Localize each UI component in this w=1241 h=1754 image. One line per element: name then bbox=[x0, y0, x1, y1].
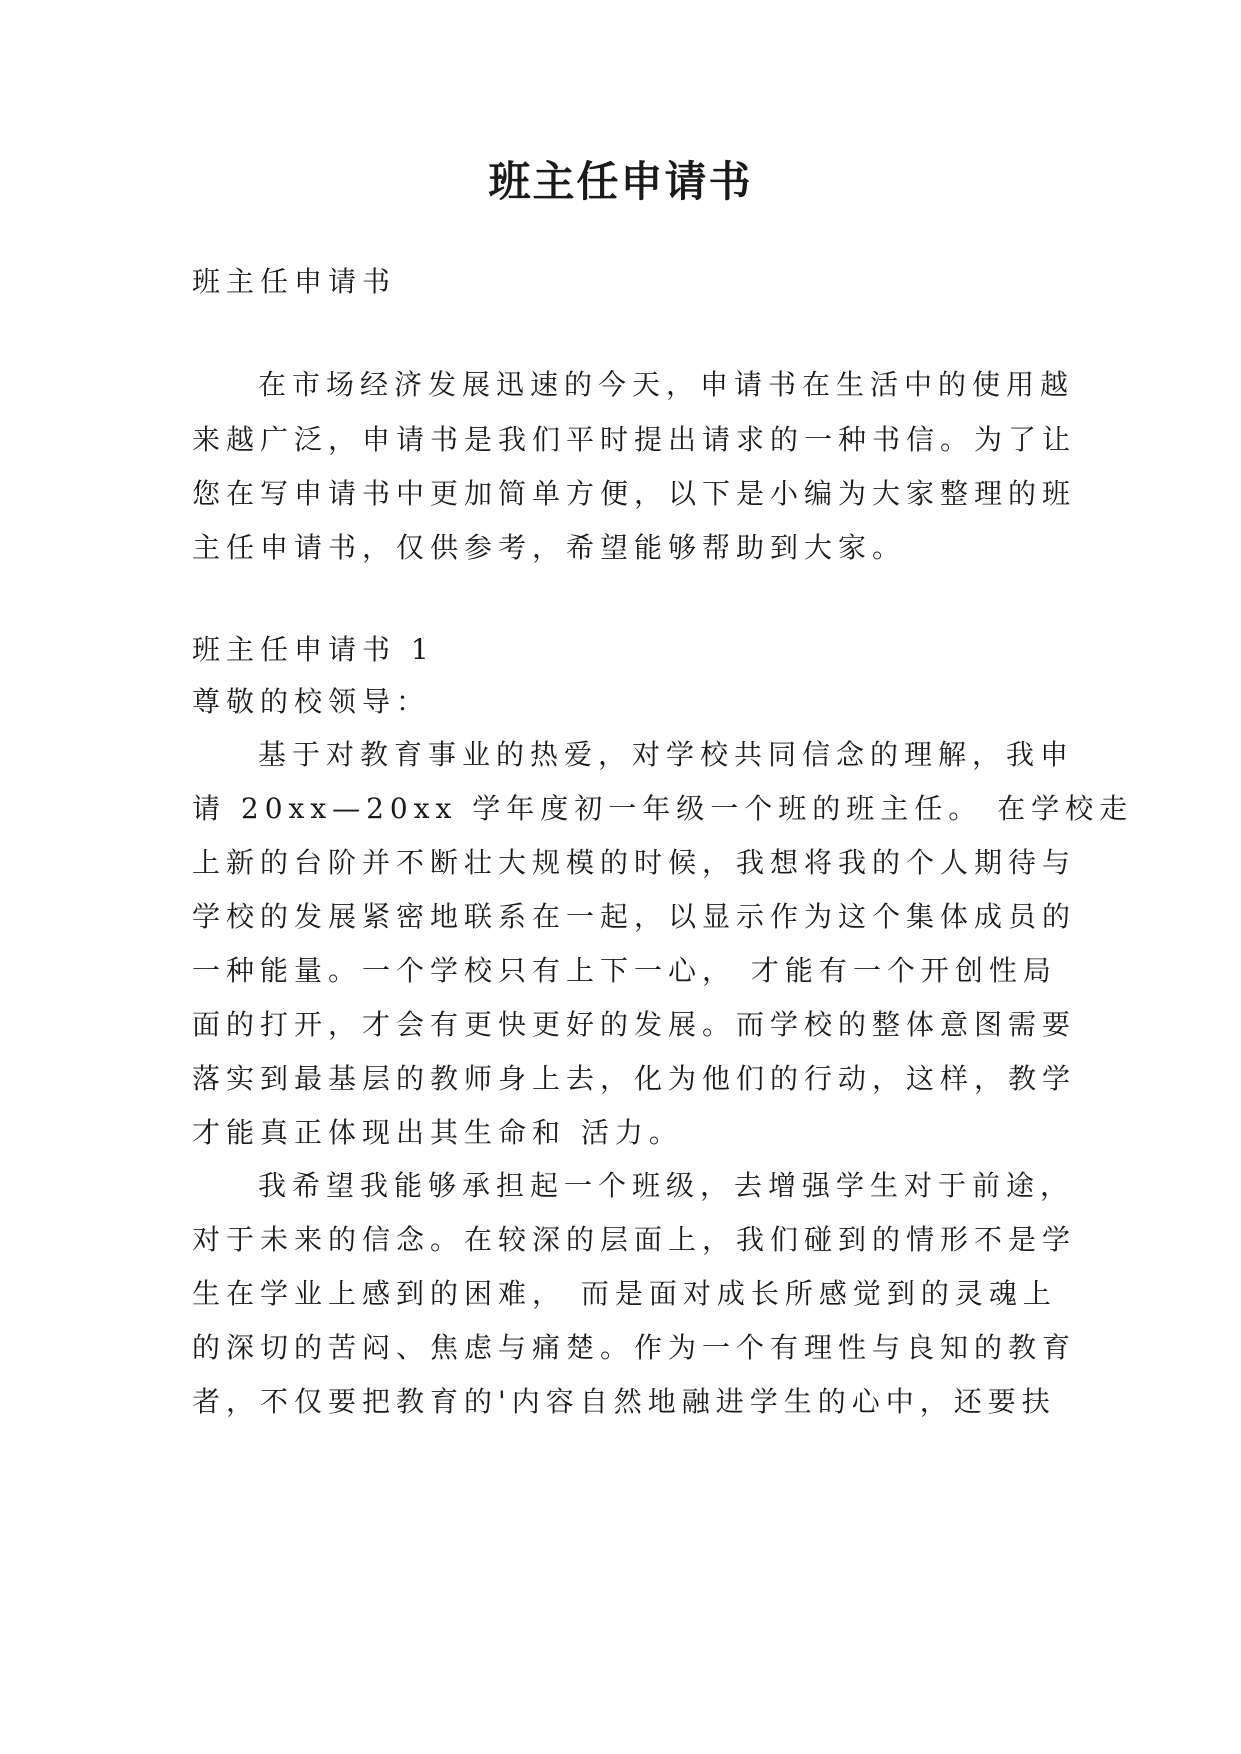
paragraph-line: 生在学业上感到的困难， 而是面对成长所感觉到的灵魂上 bbox=[192, 1277, 1057, 1310]
section-heading: 班主任申请书 1 bbox=[192, 633, 435, 666]
paragraph-line: 基于对教育事业的热爱，对学校共同信念的理解，我申 bbox=[258, 738, 1075, 771]
paragraph-line: 我希望我能够承担起一个班级，去增强学生对于前途， bbox=[258, 1169, 1075, 1202]
paragraph-line: 请 20xx—20xx 学年度初一年级一个班的班主任。 在学校走 bbox=[192, 792, 1134, 825]
paragraph-line: 上新的台阶并不断壮大规模的时候，我想将我的个人期待与 bbox=[192, 846, 1077, 879]
intro-line: 您在写申请书中更加简单方便，以下是小编为大家整理的班 bbox=[192, 477, 1077, 510]
paragraph-line: 面的打开，才会有更快更好的发展。而学校的整体意图需要 bbox=[192, 1008, 1077, 1041]
paragraph-line: 的深切的苦闷、焦虑与痛楚。作为一个有理性与良知的教育 bbox=[192, 1331, 1077, 1364]
paragraph-line: 对于未来的信念。在较深的层面上，我们碰到的情形不是学 bbox=[192, 1223, 1077, 1256]
intro-line: 来越广泛，申请书是我们平时提出请求的一种书信。为了让 bbox=[192, 423, 1077, 456]
intro-line: 主任申请书，仅供参考，希望能够帮助到大家。 bbox=[192, 531, 907, 564]
paragraph-line: 落实到最基层的教师身上去，化为他们的行动，这样，教学 bbox=[192, 1062, 1077, 1095]
paragraph-line: 一种能量。一个学校只有上下一心， 才能有一个开创性局 bbox=[192, 954, 1057, 987]
paragraph-line: 学校的发展紧密地联系在一起，以显示作为这个集体成员的 bbox=[192, 900, 1077, 933]
paragraph-line: 者，不仅要把教育的'内容自然地融进学生的心中，还要扶 bbox=[192, 1385, 1056, 1418]
salutation: 尊敬的校领导： bbox=[192, 685, 431, 718]
document-title: 班主任申请书 bbox=[488, 157, 753, 206]
intro-line: 在市场经济发展迅速的今天，申请书在生活中的使用越 bbox=[258, 368, 1075, 401]
paragraph-line: 才能真正体现出其生命和 活力。 bbox=[192, 1116, 683, 1149]
document-subtitle: 班主任申请书 bbox=[192, 265, 397, 298]
